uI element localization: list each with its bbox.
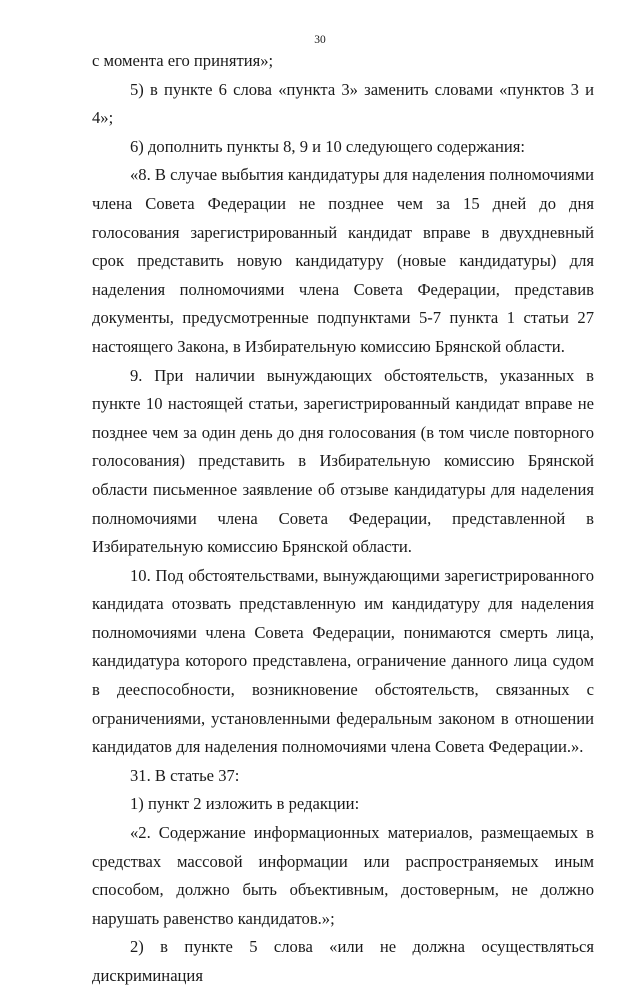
paragraph-article-31: 31. В статье 37: — [130, 765, 240, 785]
paragraph-item-5: 5) в пункте 6 слова «пункта 3» заменить словами «пунктов 3 и 4»; — [92, 79, 594, 128]
paragraph-point-9: 9. При наличии вынуждающих обстоятельств, указанных в пункте 10 настоящей статьи, зарегистрированный кандидат вправе не позднее чем за один день до дня голосования (в том числе повторного голосования) представить в Избирательную комиссию Брянской области письменное заявление об отзыве кандидатуры для наделения полномочиями члена Совета Федерации, представленной в Избирательную комиссию Брянской области. — [92, 365, 594, 557]
document-body — [92, 47, 594, 991]
paragraph-item-2: 2) в пункте 5 слова «или не должна осуществляться дискриминация — [92, 937, 594, 985]
paragraph-continuation: с момента его принятия»; — [92, 51, 274, 70]
paragraph-point-10: 10. Под обстоятельствами, вынуждающими зарегистрированного кандидата отозвать представленную им кандидатуру для наделения полномочиями члена Совета Федерации, понимаются смерть лица, кандидатура которого представлена, ограничение данного лица судом в дееспособности, возникновение обстоятельств, связанных с ограничениями, установленными федеральным законом в отношении кандидатов для наделения полномочиями члена Совета Федерации.». — [92, 565, 594, 757]
page-number: 30 — [314, 34, 326, 46]
paragraph-point-8: «8. В случае выбытия кандидатуры для наделения полномочиями члена Совета Федерации не позднее чем за 15 дней до дня голосования зарегистрированный кандидат вправе в двухдневный срок представить новую кандидатуру (новые кандидатуры) для наделения полномочиями члена Совета Федерации, представив документы, предусмотренные подпунктами 5-7 пункта 1 статьи 27 настоящего Закона, в Избирательную комиссию Брянской области. — [92, 165, 594, 356]
paragraph-point-2-text: «2. Содержание информационных материалов, размещаемых в средствах массовой информации или распространяемых иным способом, должно быть объективным, достоверным, не должно нарушать равенство кандидатов.»; — [92, 823, 594, 928]
paragraph-item-1: 1) пункт 2 изложить в редакции: — [130, 794, 360, 814]
paragraph-item-6: 6) дополнить пункты 8, 9 и 10 следующего содержания: — [130, 136, 525, 156]
